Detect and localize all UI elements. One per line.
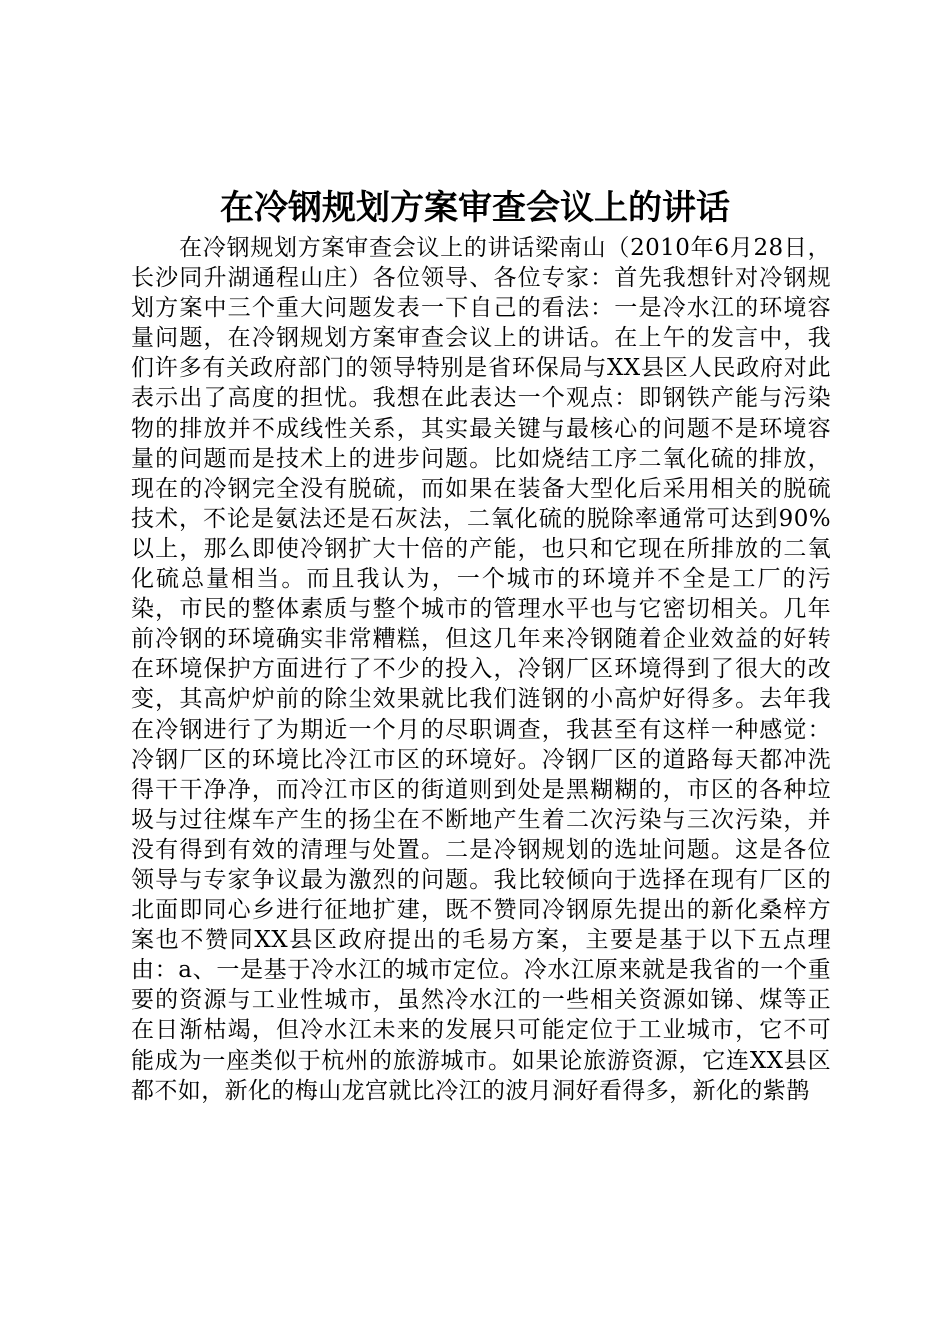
body-paragraph: 在冷钢规划方案审查会议上的讲话梁南山（2010年6月28日，长沙同升湖通程山庄）各位领导、各位专家：首先我想针对冷钢规划方案中三个重大问题发表一下自己的看法：一是冷水江的环境容量问题，在冷钢规划方案审查会议上的讲话。在上午的发言中，我们许多有关政府部门的领导特别是省环保局与XX县区人民政府对此表示出了高度的担忧。我想在此表达一个观点：即钢铁产能与污染物的排放并不成线性关系，其实最关键与最核心的问题不是环境容量的问题而是技术上的进步问题。比如烧结工序二氧化硫的排放，现在的冷钢完全没有脱硫，而如果在装备大型化后采用相关的脱硫技术，不论是氨法还是石灰法，二氧化硫的脱除率通常可达到90%以上，那么即使冷钢扩大十倍的产能，也只和它现在所排放的二氧化硫总量相当。而且我认为，一个城市的环境并不全是工厂的污染，市民的整体素质与整个城市的管理水平也与它密切相关。几年前冷钢的环境确实非常糟糕，但这几年来冷钢随着企业效益的好转在环境保护方面进行了不少的投入，冷钢厂区环境得到了很大的改变，其高炉炉前的除尘效果就比我们涟钢的小高炉好得多。去年我在冷钢进行了为期近一个月的尽职调查，我甚至有这样一种感觉：冷钢厂区的环境比冷江市区的环境好。冷钢厂区的道路每天都冲洗得干干净净，而冷江市区的街道则到处是黑糊糊的，市区的各种垃圾与过往煤车产生的扬尘在不断地产生着二次污染与三次污染，并没有得到有效的清理与处置。二是冷钢规划的选址问题。这是各位领导与专家争议最为激烈的问题。我比较倾向于选择在现有厂区的北面即同心乡进行征地扩建，既不赞同冷钢原先提出的新化桑梓方案也不赞同XX县区政府提出的毛易方案，主要是基于以下五点理由：a、一是基于冷水江的城市定位。冷水江原来就是我省的一个重要的资源与工业性城市，虽然冷水江的一些相关资源如锑、煤等正在日渐枯竭，但冷水江未来的发展只可能定位于工业城市，它不可能成为一座类似于杭州的旅游城市。如果论旅游资源，它连XX县区都不如，新化的梅山龙宫就比冷江的波月洞好看得多，新化的紫鹊 (131, 235, 831, 1104)
page-title: 在冷钢规划方案审查会议上的讲话 (220, 188, 730, 228)
